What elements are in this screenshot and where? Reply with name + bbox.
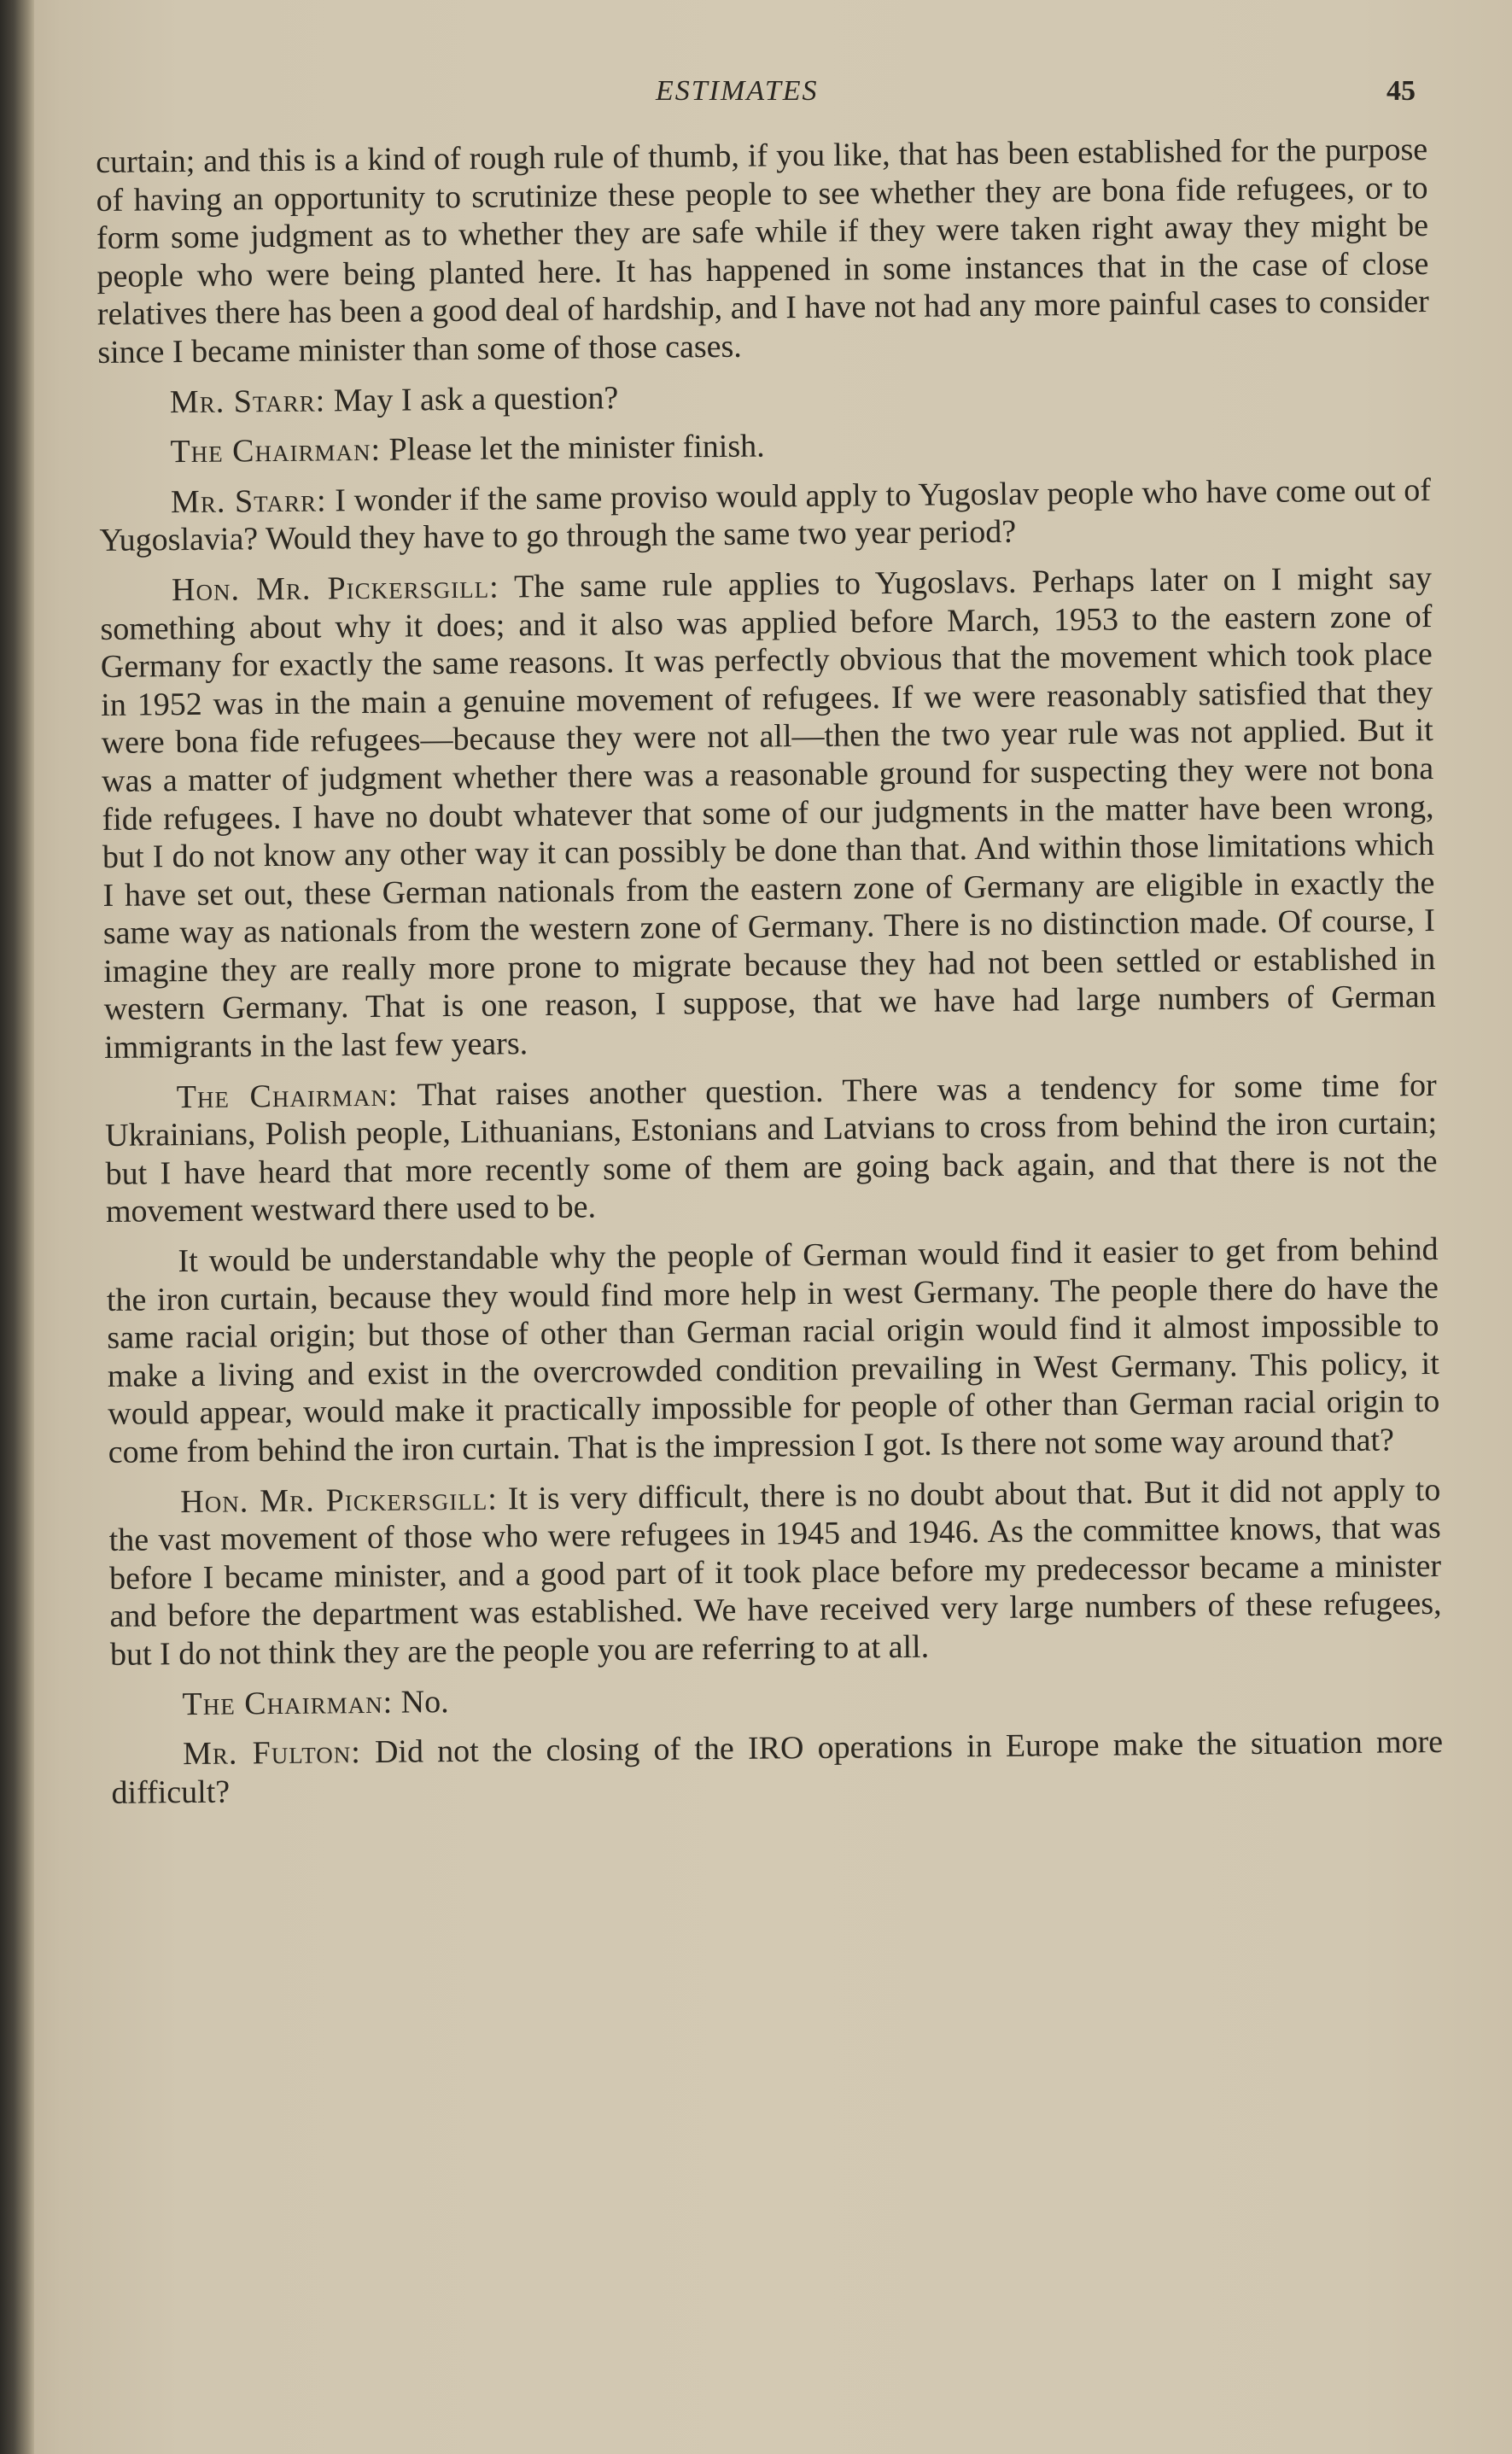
paragraph-starr-yugoslav bbox=[99, 471, 1432, 560]
paragraph-starr-question bbox=[98, 371, 1430, 423]
paragraph-text: No. bbox=[392, 1683, 449, 1721]
body-text bbox=[96, 131, 1444, 1824]
paragraph-text: The same rule applies to Yugoslavs. Perhaps later on I might say something about why it does; and it also was applied before March, 1953 to the eastern zone of Germany for exactly the same reasons. It was perfectly obvious that the movement which took place in 1952 was in the main a genuine movement of refugees. If we were reasonably satisfied that they were bona fide refugees—because they were not all—then the two year rule was not applied. But it was a matter of judgment whether there was a reasonable ground for suspecting they were not bona fide refugees. I have no doubt whatever that some of our judgments in the matter have been wrong, but I do not know any other way it can possibly be done than that. And within those limitations which I have set out, these German nationals from the eastern zone of Germany are eligible in exactly the same way as nationals from the western zone of Germany. There is no distinction made. Of course, I imagine they are really more prone to migrate because they had not been settled or established in western Germany. That is one reason, I suppose, that we have had large numbers of German immigrants in the last few years. bbox=[100, 559, 1436, 1066]
paragraph-text: May I ask a question? bbox=[325, 379, 619, 418]
speaker-name: Mr. Fulton: bbox=[182, 1734, 362, 1773]
paragraph-pickersgill-difficult bbox=[108, 1471, 1442, 1674]
speaker-name: Hon. Mr. Pickersgill: bbox=[180, 1481, 499, 1520]
running-title: ESTIMATES bbox=[656, 75, 819, 107]
paragraph-chairman-no bbox=[110, 1674, 1442, 1725]
paragraph-text: Did not the closing of the IRO operations in Europe make the situation more difficult? bbox=[111, 1724, 1444, 1811]
paragraph-chairman-continued bbox=[106, 1230, 1439, 1472]
paragraph-text: Please let the minister finish. bbox=[380, 428, 765, 468]
paragraph-continuation bbox=[96, 131, 1429, 372]
paragraph-chairman-question bbox=[105, 1066, 1439, 1231]
paragraph-chairman-finish bbox=[98, 421, 1430, 472]
speaker-name: The Chairman: bbox=[170, 431, 382, 470]
speaker-name: The Chairman: bbox=[182, 1684, 394, 1722]
paragraph-text: It is very difficult, there is no doubt about that. But it did not apply to the vast movement of those who were refugees in 1945 and 1946. As the committee knows, that was before I became minister, and a good part of it took place before my predecessor became a minister and before the department was established. We have received very large numbers of these refugees, but I do not think they are the people you are referring to at all. bbox=[108, 1471, 1442, 1673]
running-head bbox=[0, 75, 1512, 118]
speaker-name: The Chairman: bbox=[176, 1077, 399, 1115]
paragraph-text: That raises another question. There was a tendency for some time for Ukrainians, Polish people, Lithuanians, Estonians and Latvians to cross from behind the iron curtain; but I have heard that more recently some of them are going back again, and that there is not the movement westward there used to be. bbox=[104, 1066, 1438, 1230]
book-spine-shadow bbox=[0, 0, 34, 2454]
paragraph-text: It would be understandable why the people of German would find it easier to get from behind the iron curtain, because they would find more help in west Germany. The people there do have the same racial origin; but those of other than German racial origin would find it almost impossible to make a living and exist in the overcrowded condition prevailing in West Germany. This policy, it would appear, would make it practically impossible for people of other than German racial origin to come from behind the iron curtain. That is the impression I got. Is there not some way around that? bbox=[106, 1230, 1440, 1470]
page-number: 45 bbox=[1386, 75, 1416, 107]
paragraph-fulton-iro bbox=[111, 1723, 1444, 1812]
paragraph-text: I wonder if the same proviso would apply to Yugoslav people who have come out of Yugoslavia? Would they have to go through the same two year period? bbox=[99, 471, 1432, 559]
speaker-name: Mr. Starr: bbox=[170, 482, 327, 520]
paragraph-pickersgill-rule bbox=[100, 559, 1436, 1067]
speaker-name: Mr. Starr: bbox=[169, 382, 326, 420]
speaker-name: Hon. Mr. Pickersgill: bbox=[171, 569, 499, 609]
paragraph-text: curtain; and this is a kind of rough rule of thumb, if you like, that has been established for the purpose of having an opportunity to scrutinize these people to see whether they are bona fide refugees, or to form some judgment as to whether they are safe while if they were taken right away they might be people who were being planted here. It has happened in some instances that in the case of close relatives there has been a good deal of hardship, and I have not had any more painful cases to consider since I became minister than some of those cases. bbox=[96, 131, 1430, 371]
